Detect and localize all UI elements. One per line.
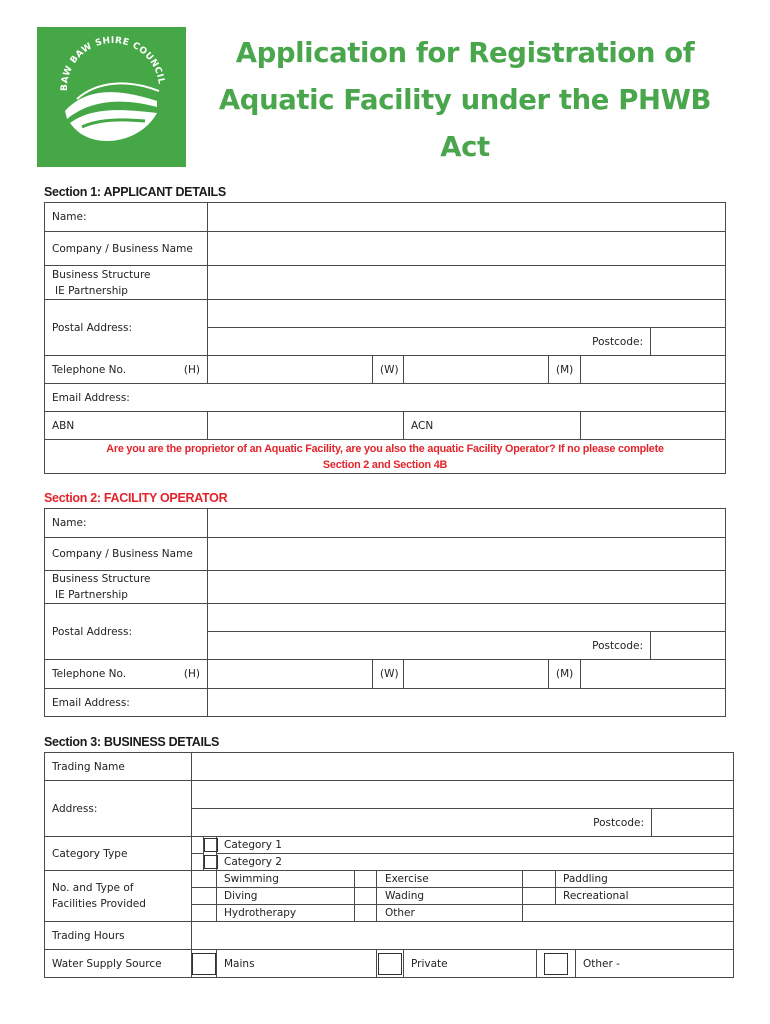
operator-company-label: Company / Business Name — [45, 538, 208, 571]
other-count-field[interactable] — [355, 905, 377, 922]
trading-hours-field[interactable] — [192, 922, 734, 950]
operator-postcode-field[interactable] — [651, 632, 726, 660]
email-label: Email Address: — [45, 384, 726, 412]
structure-label — [45, 266, 208, 300]
operator-telephone-label — [45, 660, 208, 689]
structure-field[interactable] — [208, 266, 726, 300]
exercise-label: Exercise — [377, 871, 523, 888]
mobile-label: (M) — [549, 356, 581, 384]
wading-label: Wading — [377, 888, 523, 905]
operator-postcode-label: Postcode: — [208, 632, 651, 660]
operator-email-field[interactable] — [208, 689, 726, 717]
other-detail-field[interactable] — [523, 905, 734, 922]
paddling-label: Paddling — [556, 871, 734, 888]
category1-label: Category 1 — [217, 837, 734, 854]
section2-heading: Section 2: FACILITY OPERATOR — [44, 491, 228, 505]
checkbox-icon — [204, 838, 218, 852]
telephone-label — [45, 356, 208, 384]
wading-count-field[interactable] — [355, 888, 377, 905]
operator-note — [45, 440, 726, 474]
operator-email-label: Email Address: — [45, 689, 208, 717]
facilities-label-line1: No. and Type of — [52, 882, 134, 894]
operator-note-line1: Are you are the proprietor of an Aquatic Facility, are you also the aquatic Facility Operator? If no please complete — [106, 442, 664, 455]
operator-home-phone-field[interactable] — [208, 660, 373, 689]
company-label: Company / Business Name — [45, 232, 208, 266]
operator-structure-label — [45, 571, 208, 604]
operator-mobile-label: (M) — [549, 660, 581, 689]
private-label: Private — [404, 950, 537, 978]
acn-field[interactable] — [581, 412, 726, 440]
structure-label-line2: IE Partnership — [55, 284, 128, 297]
checkbox-icon — [544, 953, 568, 975]
address-field[interactable] — [192, 781, 734, 809]
facility-operator-table — [44, 508, 726, 717]
checkbox-icon — [378, 953, 402, 975]
category2-label: Category 2 — [217, 854, 734, 871]
business-postcode-field[interactable] — [652, 809, 734, 837]
swimming-count-field[interactable] — [192, 871, 217, 888]
category-type-label: Category Type — [45, 837, 192, 871]
applicant-details-table — [44, 202, 726, 474]
swimming-label: Swimming — [217, 871, 355, 888]
other-checkbox[interactable] — [537, 950, 576, 978]
title-line-1: Application for Registration of — [235, 37, 695, 69]
address-label: Address: — [45, 781, 192, 837]
operator-name-label: Name: — [45, 509, 208, 538]
telephone-label-text: Telephone No. — [52, 363, 127, 376]
title-line-2: Aquatic Facility under the PHWB — [218, 84, 712, 116]
checkbox-icon — [192, 953, 216, 975]
operator-work-label: (W) — [373, 660, 404, 689]
operator-name-field[interactable] — [208, 509, 726, 538]
operator-structure-line1: Business Structure — [52, 573, 151, 585]
operator-mobile-phone-field[interactable] — [581, 660, 726, 689]
category2-checkbox[interactable] — [204, 854, 217, 871]
paddling-count-field[interactable] — [523, 871, 556, 888]
trading-name-label: Trading Name — [45, 753, 192, 781]
operator-company-field[interactable] — [208, 538, 726, 571]
abn-label: ABN — [45, 412, 208, 440]
business-details-table — [44, 752, 734, 978]
hydrotherapy-count-field[interactable] — [192, 905, 217, 922]
recreational-label: Recreational — [556, 888, 734, 905]
section1-heading: Section 1: APPLICANT DETAILS — [44, 185, 226, 199]
structure-label-line1: Business Structure — [52, 268, 151, 281]
acn-label: ACN — [404, 412, 581, 440]
mains-label: Mains — [217, 950, 377, 978]
home-phone-field[interactable] — [208, 356, 373, 384]
council-logo — [37, 27, 186, 167]
business-postcode-label: Postcode: — [192, 809, 652, 837]
trading-name-field[interactable] — [192, 753, 734, 781]
company-field[interactable] — [208, 232, 726, 266]
abn-field[interactable] — [208, 412, 404, 440]
operator-postal-field[interactable] — [208, 604, 726, 632]
diving-count-field[interactable] — [192, 888, 217, 905]
mobile-phone-field[interactable] — [581, 356, 726, 384]
mains-checkbox[interactable] — [192, 950, 217, 978]
facilities-label-line2: Facilities Provided — [52, 898, 146, 910]
postal-field[interactable] — [208, 300, 726, 328]
name-field[interactable] — [208, 203, 726, 232]
operator-telephone-text: Telephone No. — [52, 668, 127, 680]
water-supply-label: Water Supply Source — [45, 950, 192, 978]
section3-heading: Section 3: BUSINESS DETAILS — [44, 735, 220, 749]
operator-structure-line2: IE Partnership — [55, 589, 128, 601]
svg-text:BAW BAW SHIRE COUNCIL: BAW BAW SHIRE COUNCIL — [59, 35, 166, 92]
recreational-count-field[interactable] — [523, 888, 556, 905]
operator-home-label: (H) — [183, 668, 201, 680]
title-line-3: Act — [440, 131, 490, 163]
trading-hours-label: Trading Hours — [45, 922, 192, 950]
category1-checkbox[interactable] — [204, 837, 217, 854]
other-label: Other — [377, 905, 523, 922]
postcode-label: Postcode: — [208, 328, 651, 356]
diving-label: Diving — [217, 888, 355, 905]
work-label: (W) — [373, 356, 404, 384]
operator-note-line2: Section 2 and Section 4B — [322, 458, 448, 471]
checkbox-icon — [204, 855, 218, 869]
page-title — [200, 30, 730, 171]
private-checkbox[interactable] — [377, 950, 404, 978]
operator-work-phone-field[interactable] — [404, 660, 549, 689]
postcode-field[interactable] — [651, 328, 726, 356]
other-source-label: Other - — [576, 950, 734, 978]
category-spacer-2 — [192, 854, 204, 871]
home-label: (H) — [183, 363, 201, 376]
exercise-count-field[interactable] — [355, 871, 377, 888]
name-label: Name: — [45, 203, 208, 232]
postal-label: Postal Address: — [45, 300, 208, 356]
hydrotherapy-label: Hydrotherapy — [217, 905, 355, 922]
facilities-label — [45, 871, 192, 922]
operator-structure-field[interactable] — [208, 571, 726, 604]
work-phone-field[interactable] — [404, 356, 549, 384]
operator-postal-label: Postal Address: — [45, 604, 208, 660]
logo-hills-icon — [37, 27, 186, 167]
category-spacer-1 — [192, 837, 204, 854]
